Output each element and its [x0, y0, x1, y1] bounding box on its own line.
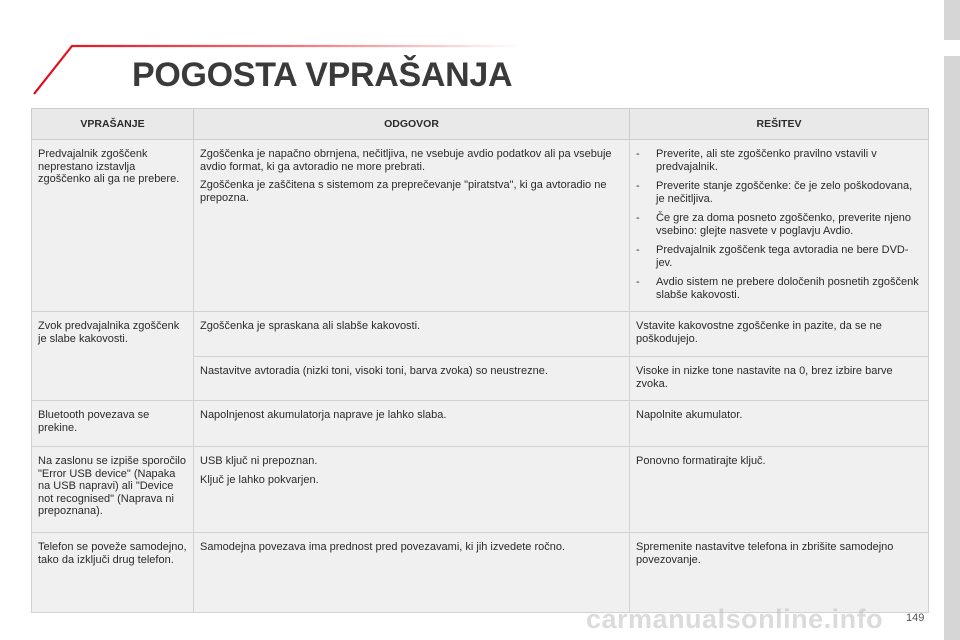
column-header-answer: ODGOVOR	[194, 109, 630, 140]
solution-text: Spremenite nastavitve telefona in zbrišite samodejno povezovanje.	[636, 541, 894, 566]
question-text: Bluetooth povezava se prekine.	[38, 409, 150, 434]
answer-cell	[194, 312, 630, 357]
solution-bullet: - Preverite stanje zgoščenke: če je zelo poškodovana, je nečitljiva.	[636, 180, 922, 205]
answer-text: Zgoščenka je napačno obrnjena, nečitljiva, ne vsebuje avdio podatkov ali pa vsebuje avdio format, ki ga avtoradio ne more prebrati.	[200, 148, 612, 173]
solution-cell	[630, 447, 929, 533]
column-header-question: VPRAŠANJE	[32, 109, 194, 140]
page-title: POGOSTA VPRAŠANJA	[132, 56, 513, 94]
question-text: Telefon se poveže samodejno, tako da izključi drug telefon.	[38, 541, 187, 566]
page-number: 149	[906, 612, 925, 624]
answer-text: USB ključ ni prepoznan.	[200, 455, 318, 467]
answer-text: Nastavitve avtoradia (nizki toni, visoki toni, barva zvoka) so neustrezne.	[200, 365, 548, 377]
solution-bullet: - Preverite, ali ste zgoščenko pravilno vstavili v predvajalnik.	[636, 148, 922, 173]
table-row	[32, 140, 929, 312]
question-cell	[32, 401, 194, 447]
answer-cell	[194, 533, 630, 613]
table-row	[32, 447, 929, 533]
solution-cell	[630, 312, 929, 357]
answer-cell	[194, 140, 630, 312]
solution-cell	[630, 357, 929, 401]
side-tab-notch	[944, 40, 960, 56]
solution-text: Če gre za doma posneto zgoščenko, preverite njeno vsebino: glejte nasvete v poglavju Avdio.	[656, 212, 911, 237]
solution-text: Ponovno formatirajte ključ.	[636, 455, 766, 467]
question-cell	[32, 312, 194, 401]
solution-cell	[630, 401, 929, 447]
answer-cell	[194, 447, 630, 533]
solution-text: Preverite stanje zgoščenke: če je zelo poškodovana, je nečitljiva.	[656, 180, 913, 205]
solution-text: Preverite, ali ste zgoščenko pravilno vstavili v predvajalnik.	[656, 148, 877, 173]
column-header-solution: REŠITEV	[630, 109, 929, 140]
answer-text: Ključ je lahko pokvarjen.	[200, 473, 319, 486]
table-row	[32, 401, 929, 447]
question-text: Zvok predvajalnika zgoščenk je slabe kakovosti.	[38, 320, 180, 345]
question-text: Na zaslonu se izpiše sporočilo "Error USB device" (Napaka na USB napravi) ali "Device not recognised" (Naprava ni prepoznana).	[38, 455, 186, 517]
answer-text: Zgoščenka je spraskana ali slabše kakovosti.	[200, 320, 421, 332]
answer-text: Napolnjenost akumulatorja naprave je lahko slaba.	[200, 409, 447, 421]
title-banner	[32, 44, 522, 104]
question-text: Predvajalnik zgoščenk neprestano izstavlja zgoščenko ali ga ne prebere.	[38, 148, 180, 185]
solution-text: Napolnite akumulator.	[636, 409, 743, 421]
solution-bullet: - Če gre za doma posneto zgoščenko, preverite njeno vsebino: glejte nasvete v poglavju Avdio.	[636, 212, 922, 237]
question-cell	[32, 447, 194, 533]
solution-text: Visoke in nizke tone nastavite na 0, brez izbire barve zvoka.	[636, 365, 893, 390]
solution-text: Predvajalnik zgoščenk tega avtoradia ne bere DVD-jev.	[656, 244, 909, 269]
answer-text: Samodejna povezava ima prednost pred povezavami, ki jih izvedete ročno.	[200, 541, 566, 553]
watermark: carmanualsonline.info	[586, 604, 884, 634]
question-cell	[32, 533, 194, 613]
solution-bullet: - Predvajalnik zgoščenk tega avtoradia ne bere DVD-jev.	[636, 244, 922, 269]
solution-cell	[630, 140, 929, 312]
solution-text: Avdio sistem ne prebere določenih posnetih zgoščenk slabše kakovosti.	[656, 276, 919, 301]
solution-text: Vstavite kakovostne zgoščenke in pazite, da se ne poškodujejo.	[636, 320, 882, 345]
answer-cell	[194, 357, 630, 401]
solution-cell	[630, 533, 929, 613]
side-tab-strip	[944, 0, 960, 640]
solution-bullet: - Avdio sistem ne prebere določenih posnetih zgoščenk slabše kakovosti.	[636, 276, 922, 301]
faq-table	[31, 108, 929, 613]
answer-cell	[194, 401, 630, 447]
table-row	[32, 533, 929, 613]
table-row	[32, 312, 929, 357]
question-cell	[32, 140, 194, 312]
table-header-row	[32, 109, 929, 140]
answer-text: Zgoščenka je zaščitena s sistemom za preprečevanje "piratstva", ki ga avtoradio ne prepozna.	[200, 179, 607, 204]
